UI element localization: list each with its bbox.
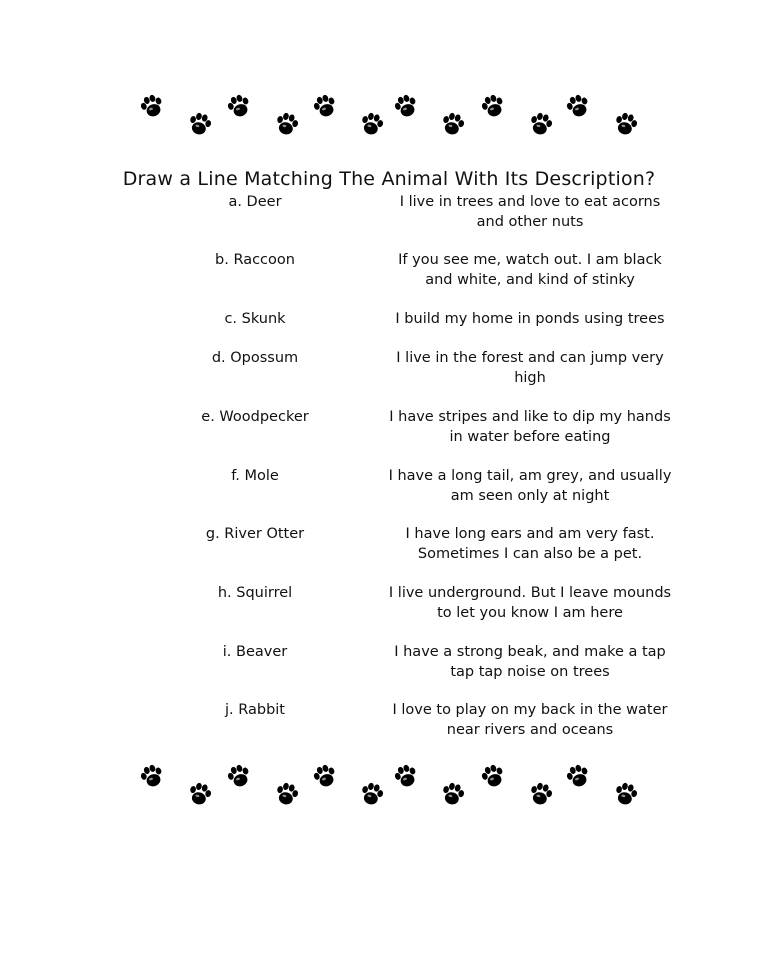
paw-print-icon xyxy=(185,779,215,809)
animal-label: j. Rabbit xyxy=(224,702,285,718)
animal-label: i. Beaver xyxy=(222,644,288,660)
paw-print-icon xyxy=(478,91,508,121)
paw-print-icon xyxy=(391,91,421,121)
animal-description: I live underground. But I leave mounds to let you know I am here xyxy=(388,585,672,621)
paw-print-icon xyxy=(137,761,167,791)
paw-print-icon xyxy=(224,91,254,121)
animal-description: I have stripes and like to dip my hands in water before eating xyxy=(389,409,671,445)
animal-description: I build my home in ponds using trees xyxy=(395,311,665,327)
animal-description: I live in trees and love to eat acorns and other nuts xyxy=(399,194,661,230)
animal-description: I have a strong beak, and make a tap tap tap noise on trees xyxy=(394,644,666,680)
page-title: Draw a Line Matching The Animal With Its Description? xyxy=(122,168,656,190)
animal-label: h. Squirrel xyxy=(217,585,293,601)
animal-description: I love to play on my back in the water near rivers and oceans xyxy=(392,702,668,738)
paw-print-icon xyxy=(272,779,302,809)
animal-label: a. Deer xyxy=(228,194,282,210)
paw-print-icon xyxy=(526,109,556,139)
animal-description: I live in the forest and can jump very high xyxy=(396,350,664,386)
paw-print-icon xyxy=(478,761,508,791)
paw-print-icon xyxy=(526,779,556,809)
animal-label: c. Skunk xyxy=(224,311,286,327)
animal-label: e. Woodpecker xyxy=(201,409,309,425)
paw-print-icon xyxy=(357,779,387,809)
paw-print-icon xyxy=(563,91,593,121)
paw-print-icon xyxy=(438,779,468,809)
paw-print-icon xyxy=(357,109,387,139)
paw-print-icon xyxy=(310,761,340,791)
paw-print-icon xyxy=(391,761,421,791)
animal-label: b. Raccoon xyxy=(215,252,295,268)
paw-print-icon xyxy=(272,109,302,139)
animal-label: f. Mole xyxy=(231,468,279,484)
paw-print-icon xyxy=(310,91,340,121)
paw-print-icon xyxy=(438,109,468,139)
animal-description: If you see me, watch out. I am black and white, and kind of stinky xyxy=(398,252,662,288)
animal-label: d. Opossum xyxy=(211,350,299,366)
paw-border-top xyxy=(0,85,778,145)
paw-print-icon xyxy=(563,761,593,791)
animal-description: I have long ears and am very fast. Sometimes I can also be a pet. xyxy=(405,526,655,562)
paw-print-icon xyxy=(224,761,254,791)
paw-print-icon xyxy=(611,779,641,809)
animal-description: I have a long tail, am grey, and usually am seen only at night xyxy=(388,468,672,504)
animal-label: g. River Otter xyxy=(205,526,305,542)
paw-print-icon xyxy=(611,109,641,139)
paw-print-icon xyxy=(137,91,167,121)
paw-print-icon xyxy=(185,109,215,139)
paw-border-bottom xyxy=(0,755,778,815)
